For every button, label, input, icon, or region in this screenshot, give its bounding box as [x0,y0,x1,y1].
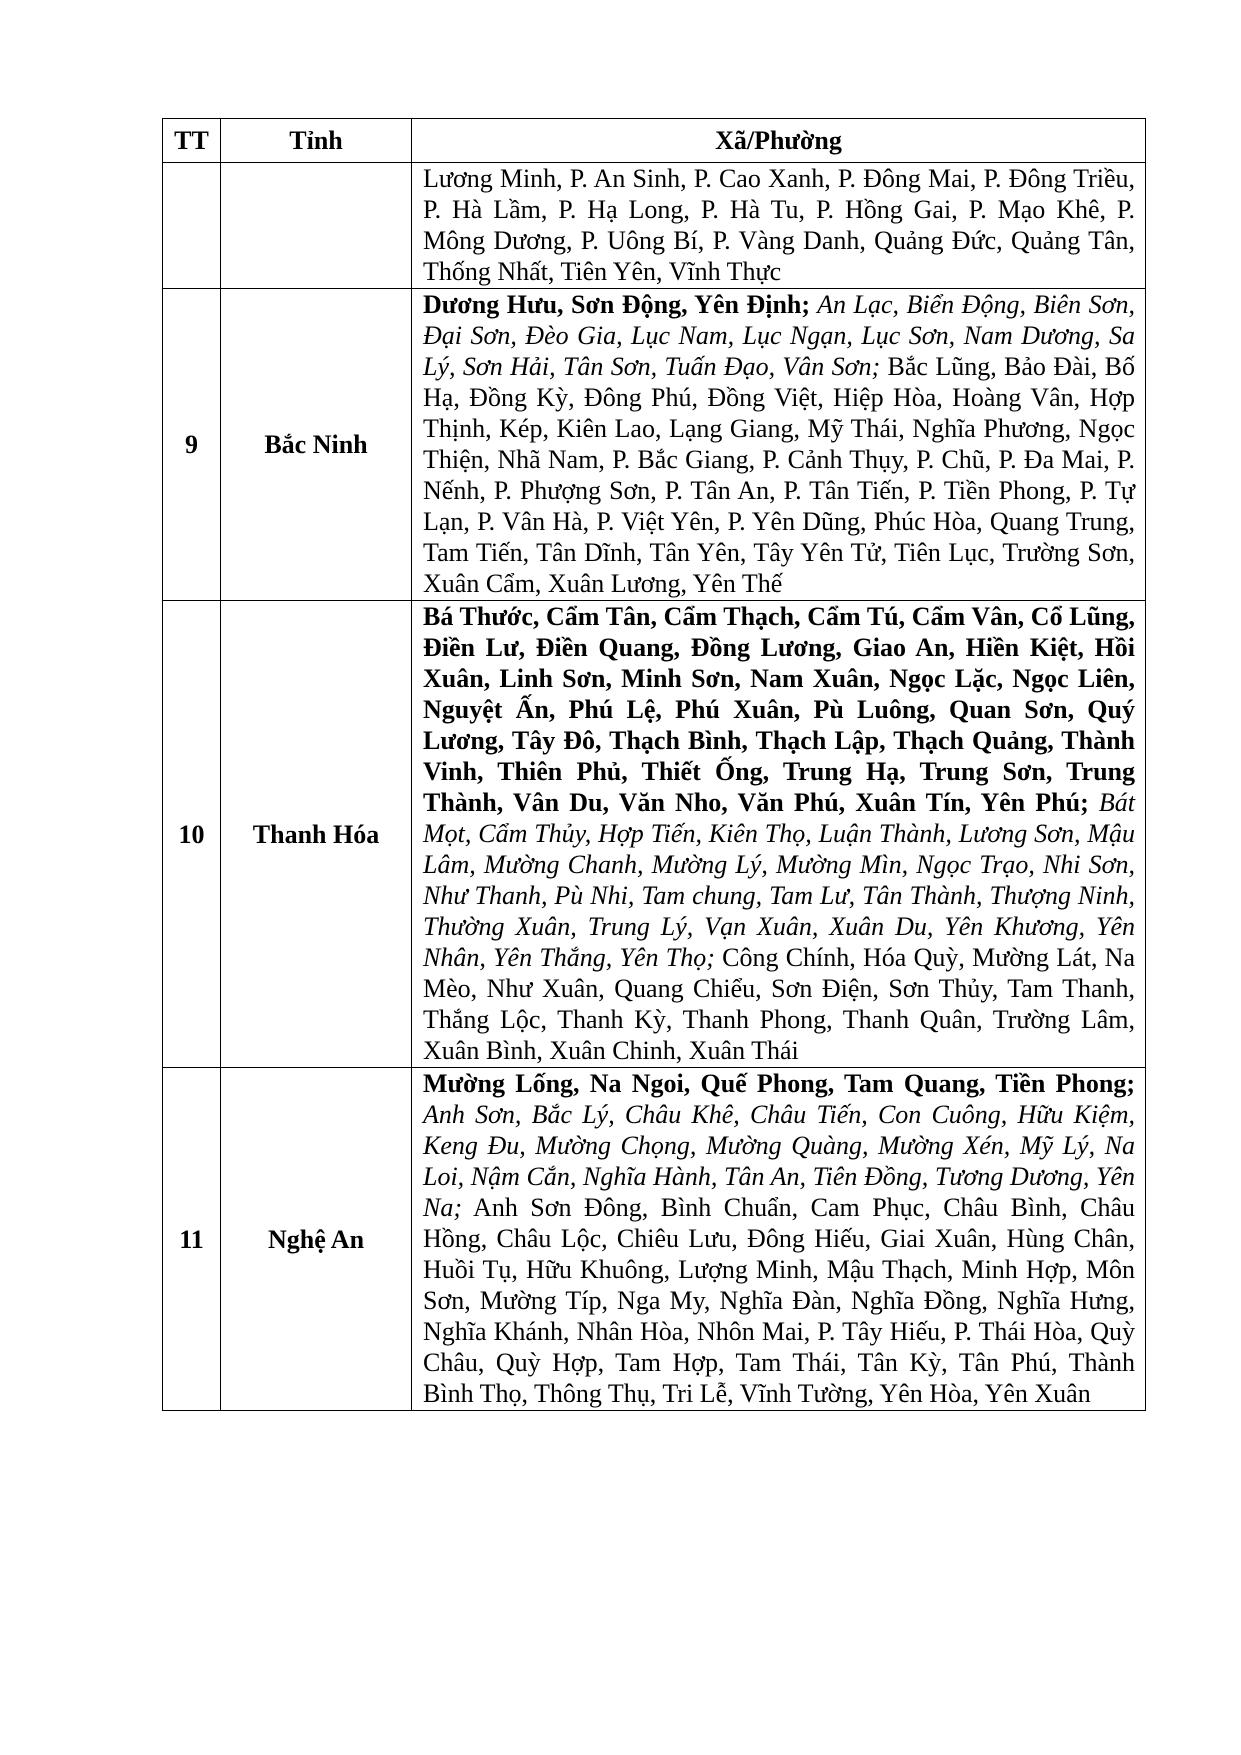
table-row [163,1068,1146,1411]
row-wards [412,601,1146,1068]
wards-italic: An Lạc, Biển Động, Biên Sơn, Đại Sơn, Đèo Gia, Lục Nam, Lục Ngạn, Lục Sơn, Nam Dương, Sa Lý, Sơn Hải, Tân Sơn, Tuấn Đạo, Vân Sơn; [423,290,1135,381]
wards-bold: Mường Lống, Na Ngoi, Quế Phong, Tam Quang, Tiền Phong; [423,1069,1135,1098]
row-province [221,163,412,289]
row-province: Nghệ An [221,1068,412,1411]
header-tinh: Tỉnh [221,119,412,163]
table-row [163,601,1146,1068]
row-tt [163,163,221,289]
row-tt: 10 [163,601,221,1068]
row-tt: 9 [163,289,221,601]
table-header-row [163,119,1146,163]
wards-table [162,118,1146,1411]
row-tt: 11 [163,1068,221,1411]
row-wards [412,1068,1146,1411]
table-row [163,163,1146,289]
row-province: Bắc Ninh [221,289,412,601]
wards-italic: Anh Sơn, Bắc Lý, Châu Khê, Châu Tiến, Con Cuông, Hữu Kiệm, Keng Đu, Mường Chọng, Mường Quàng, Mường Xén, Mỹ Lý, Na Loi, Nậm Cắn, Nghĩa Hành, Tân An, Tiên Đồng, Tương Dương, Yên Na; [423,1100,1135,1222]
row-province: Thanh Hóa [221,601,412,1068]
wards-bold: Bá Thước, Cẩm Tân, Cẩm Thạch, Cẩm Tú, Cẩm Vân, Cổ Lũng, Điền Lư, Điền Quang, Đồng Lương, Giao An, Hiền Kiệt, Hồi Xuân, Linh Sơn, Minh Sơn, Nam Xuân, Ngọc Lặc, Ngọc Liên, Nguyệt Ấn, Phú Lệ, Phú Xuân, Pù Luông, Quan Sơn, Quý Lương, Tây Đô, Thạch Bình, Thạch Lập, Thạch Quảng, Thành Vinh, Thiên Phủ, Thiết Ống, Trung Hạ, Trung Sơn, Trung Thành, Vân Du, Văn Nho, Văn Phú, Xuân Tín, Yên Phú; [423,602,1135,817]
wards-normal: Anh Sơn Đông, Bình Chuẩn, Cam Phục, Châu Bình, Châu Hồng, Châu Lộc, Chiêu Lưu, Đông Hiếu, Giai Xuân, Hùng Chân, Huồi Tụ, Hữu Khuông, Lượng Minh, Mậu Thạch, Minh Hợp, Môn Sơn, Mường Típ, Nga My, Nghĩa Đàn, Nghĩa Đồng, Nghĩa Hưng, Nghĩa Khánh, Nhân Hòa, Nhôn Mai, P. Tây Hiếu, P. Thái Hòa, Quỳ Châu, Quỳ Hợp, Tam Hợp, Tam Thái, Tân Kỳ, Tân Phú, Thành Bình Thọ, Thông Thụ, Tri Lễ, Vĩnh Tường, Yên Hòa, Yên Xuân [423,1193,1135,1408]
header-tt: TT [163,119,221,163]
header-xa-phuong: Xã/Phường [412,119,1146,163]
row-wards [412,289,1146,601]
wards-normal: Lương Minh, P. An Sinh, P. Cao Xanh, P. Đông Mai, P. Đông Triều, P. Hà Lầm, P. Hạ Long, P. Hà Tu, P. Hồng Gai, P. Mạo Khê, P. Mông Dương, P. Uông Bí, P. Vàng Danh, Quảng Đức, Quảng Tân, Thống Nhất, Tiên Yên, Vĩnh Thực [423,164,1135,286]
row-wards [412,163,1146,289]
table-row [163,289,1146,601]
wards-italic: Bát Mọt, Cẩm Thủy, Hợp Tiến, Kiên Thọ, Luận Thành, Lương Sơn, Mậu Lâm, Mường Chanh, Mường Lý, Mường Mìn, Ngọc Trạo, Nhi Sơn, Như Thanh, Pù Nhi, Tam chung, Tam Lư, Tân Thành, Thượng Ninh, Thường Xuân, Trung Lý, Vạn Xuân, Xuân Du, Yên Khương, Yên Nhân, Yên Thắng, Yên Thọ; [423,788,1135,972]
wards-normal: Công Chính, Hóa Quỳ, Mường Lát, Na Mèo, Như Xuân, Quang Chiểu, Sơn Điện, Sơn Thủy, Tam Thanh, Thắng Lộc, Thanh Kỳ, Thanh Phong, Thanh Quân, Trường Lâm, Xuân Bình, Xuân Chinh, Xuân Thái [423,943,1136,1065]
wards-normal: Bắc Lũng, Bảo Đài, Bố Hạ, Đồng Kỳ, Đông Phú, Đồng Việt, Hiệp Hòa, Hoàng Vân, Hợp Thịnh, Kép, Kiên Lao, Lạng Giang, Mỹ Thái, Nghĩa Phương, Ngọc Thiện, Nhã Nam, P. Bắc Giang, P. Cảnh Thụy, P. Chũ, P. Đa Mai, P. Nếnh, P. Phượng Sơn, P. Tân An, P. Tân Tiến, P. Tiền Phong, P. Tự Lạn, P. Vân Hà, P. Việt Yên, P. Yên Dũng, Phúc Hòa, Quang Trung, Tam Tiến, Tân Dĩnh, Tân Yên, Tây Yên Tử, Tiên Lục, Trường Sơn, Xuân Cẩm, Xuân Lương, Yên Thế [423,352,1135,598]
wards-bold: Dương Hưu, Sơn Động, Yên Định; [423,290,811,319]
